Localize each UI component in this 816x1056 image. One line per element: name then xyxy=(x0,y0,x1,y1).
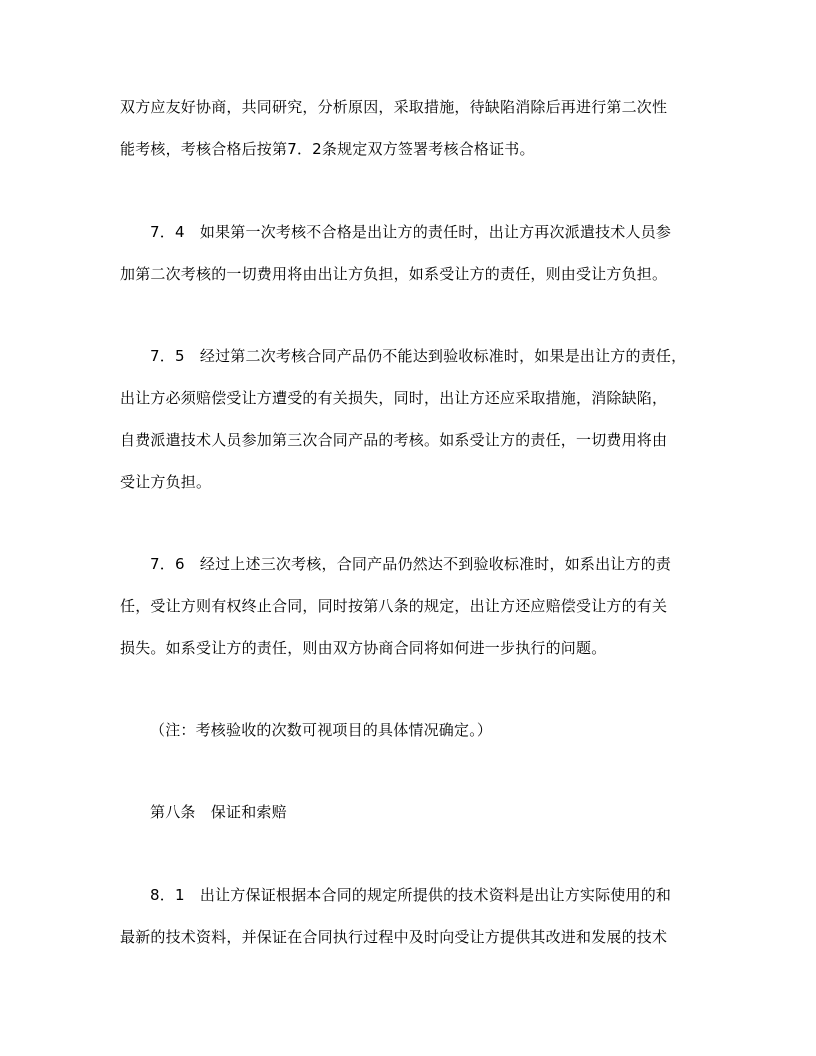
paragraph-7-5-line-1: 7．5 经过第二次考核合同产品仍不能达到验收标准时，如果是出让方的责任， xyxy=(150,347,687,365)
paragraph-7-3-line-3: 能考核，考核合格后按第7．2条规定双方签署考核合格证书。 xyxy=(120,140,535,158)
article-8-heading: 第八条 保证和索赔 xyxy=(150,803,287,821)
paragraph-7-5-line-4: 受让方负担。 xyxy=(120,473,212,491)
paragraph-7-6-line-3: 损失。如系受让方的责任，则由双方协商合同将如何进一步执行的问题。 xyxy=(120,639,607,657)
paragraph-8-1-line-1: 8．1 出让方保证根据本合同的规定所提供的技术资料是出让方实际使用的和 xyxy=(150,886,672,904)
paragraph-7-3-line-2: 双方应友好协商，共同研究，分析原因，采取措施，待缺陷消除后再进行第二次性 xyxy=(120,98,668,116)
paragraph-7-4-line-1: 7．4 如果第一次考核不合格是出让方的责任时，出让方再次派遣技术人员参 xyxy=(150,223,672,241)
paragraph-8-1-line-2: 最新的技术资料，并保证在合同执行过程中及时向受让方提供其改进和发展的技术 xyxy=(120,928,668,946)
paragraph-7-5-line-2: 出让方必须赔偿受让方遭受的有关损失，同时，出让方还应采取措施，消除缺陷， xyxy=(120,389,668,407)
paragraph-7-5-line-3: 自费派遣技术人员参加第三次合同产品的考核。如系受让方的责任，一切费用将由 xyxy=(120,431,668,449)
paragraph-7-6-line-2: 任，受让方则有权终止合同，同时按第八条的规定，出让方还应赔偿受让方的有关 xyxy=(120,597,668,615)
note-paragraph: （注：考核验收的次数可视项目的具体情况确定。） xyxy=(150,721,493,739)
paragraph-7-4-line-2: 加第二次考核的一切费用将由出让方负担，如系受让方的责任，则由受让方负担。 xyxy=(120,265,668,283)
paragraph-7-6-line-1: 7．6 经过上述三次考核，合同产品仍然达不到验收标准时，如系出让方的责 xyxy=(150,555,672,573)
